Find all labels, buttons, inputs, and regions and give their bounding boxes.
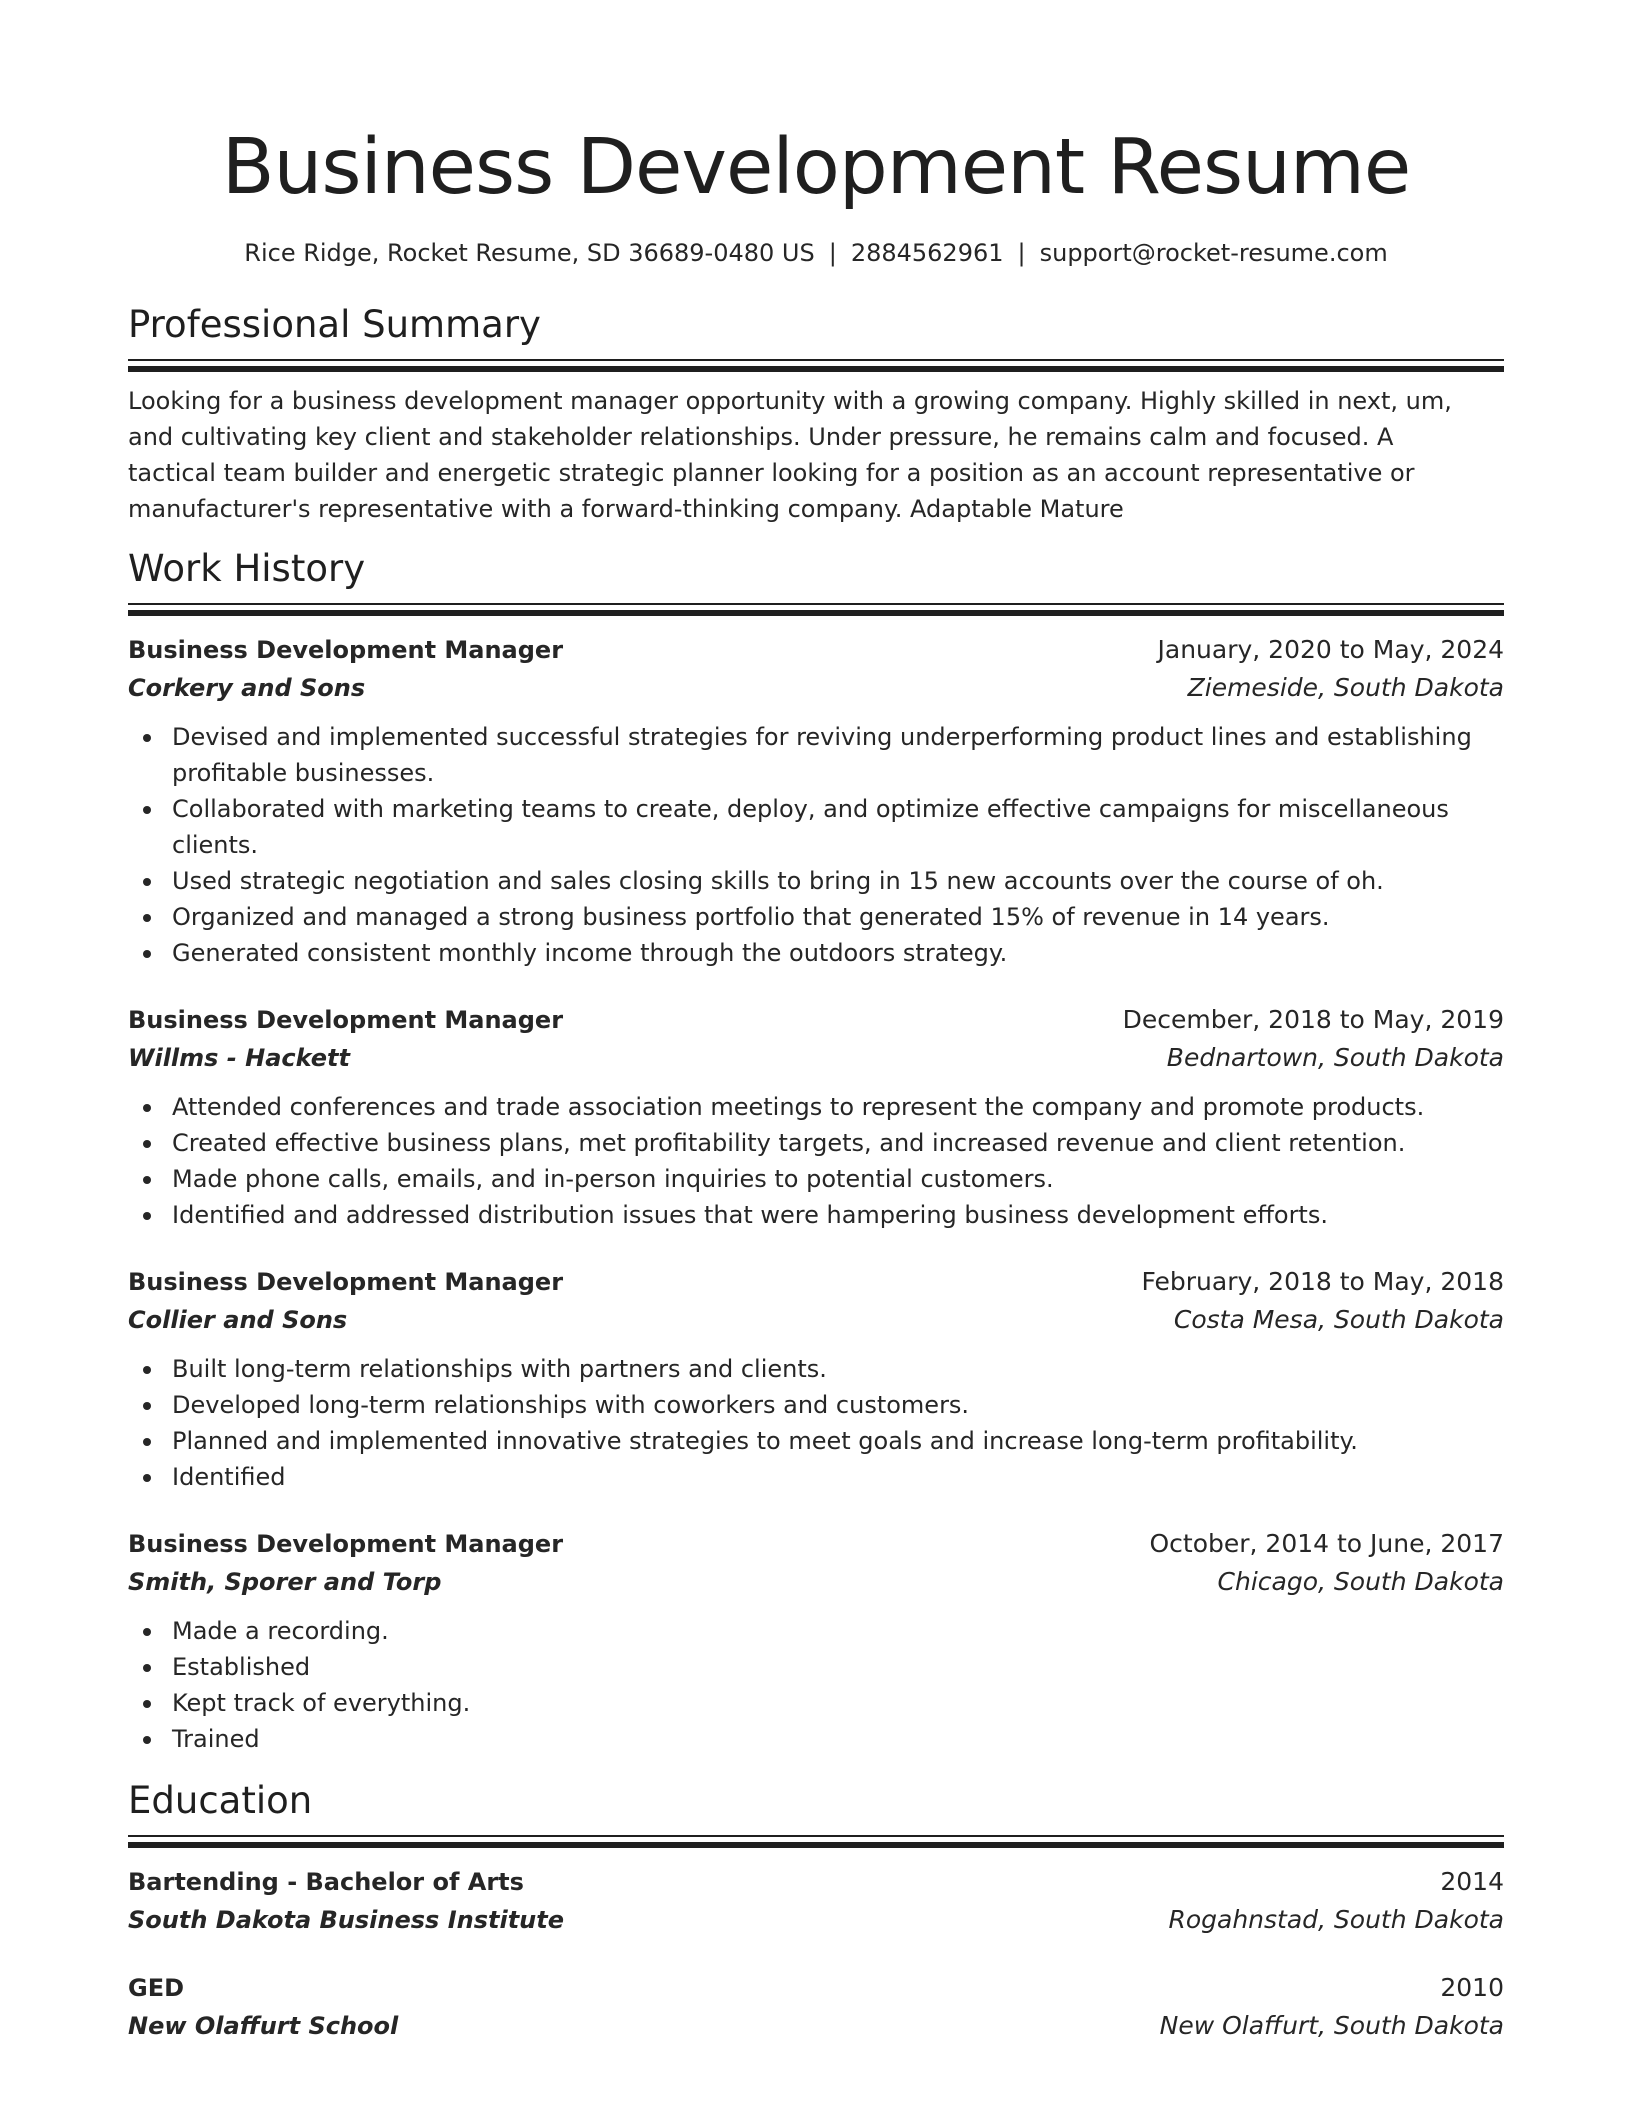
list-item: Made a recording.	[128, 1613, 1504, 1649]
job-title: Business Development Manager	[128, 636, 564, 664]
job-title: Business Development Manager	[128, 1006, 564, 1034]
list-item: Established	[128, 1649, 1504, 1685]
section-heading-education: Education	[128, 1779, 313, 1822]
education-location: New Olaffurt, South Dakota	[1159, 2011, 1504, 2040]
education-school: New Olaffurt School	[128, 2012, 399, 2040]
resume-title: Business Development Resume	[221, 123, 1411, 212]
work-history-section	[128, 547, 1504, 1757]
job-dates: October, 2014 to June, 2017	[1149, 1529, 1504, 1558]
education-section	[128, 1779, 1504, 2045]
job-header-row	[128, 1525, 1504, 1563]
job-company-row	[128, 1039, 1504, 1077]
contact-line	[128, 238, 1504, 268]
list-item: Built long-term relationships with partners and clients.	[128, 1351, 1504, 1387]
job-header-row	[128, 1263, 1504, 1301]
list-item: Kept track of everything.	[128, 1685, 1504, 1721]
job-bullets	[128, 719, 1504, 971]
list-item: Organized and managed a strong business portfolio that generated 15% of revenue in 14 years.	[128, 899, 1504, 935]
list-item: Developed long-term relationships with coworkers and customers.	[128, 1387, 1504, 1423]
job-header-row	[128, 631, 1504, 669]
job-bullets	[128, 1089, 1504, 1233]
summary-text: Looking for a business development manager opportunity with a growing company. Highly skilled in next, um, and cultivating key client and stakeholder relationships. Under pressure, he remains calm and focused. A tactical team builder and energetic strategic planner looking for a position as an account representative or manufacturer's representative with a forward-thinking company. Adaptable Mature	[128, 387, 1452, 523]
job-title: Business Development Manager	[128, 1530, 564, 1558]
summary-section	[128, 303, 1504, 527]
job-bullets	[128, 1613, 1504, 1757]
contact-separator: |	[1017, 239, 1026, 267]
education-school-row	[128, 1901, 1504, 1939]
contact-email: support@rocket-resume.com	[1039, 239, 1388, 267]
job-dates: January, 2020 to May, 2024	[1157, 635, 1504, 664]
job-company-row	[128, 1563, 1504, 1601]
job-header-row	[128, 1001, 1504, 1039]
job-location: Bednartown, South Dakota	[1166, 1043, 1504, 1072]
education-entry	[128, 1969, 1504, 2045]
list-item: Planned and implemented innovative strategies to meet goals and increase long-term profitability.	[128, 1423, 1504, 1459]
job-entry	[128, 1525, 1504, 1757]
list-item: Collaborated with marketing teams to create, deploy, and optimize effective campaigns for miscellaneous clients.	[128, 791, 1504, 863]
job-company: Corkery and Sons	[128, 674, 366, 702]
section-heading-work-history: Work History	[128, 547, 366, 590]
education-header-row	[128, 1863, 1504, 1901]
education-year: 2014	[1440, 1867, 1504, 1896]
job-bullets	[128, 1351, 1504, 1495]
list-item: Created effective business plans, met profitability targets, and increased revenue and client retention.	[128, 1125, 1504, 1161]
list-item: Devised and implemented successful strategies for reviving underperforming product lines and establishing profitable businesses.	[128, 719, 1504, 791]
section-divider	[128, 603, 1504, 613]
list-item: Attended conferences and trade association meetings to represent the company and promote products.	[128, 1089, 1504, 1125]
contact-address: Rice Ridge, Rocket Resume, SD 36689-0480 US	[244, 239, 815, 267]
job-company: Collier and Sons	[128, 1306, 348, 1334]
section-divider	[128, 359, 1504, 369]
section-heading-summary: Professional Summary	[128, 303, 541, 346]
job-entry	[128, 1001, 1504, 1233]
list-item: Generated consistent monthly income through the outdoors strategy.	[128, 935, 1504, 971]
job-location: Costa Mesa, South Dakota	[1173, 1305, 1504, 1334]
job-dates: December, 2018 to May, 2019	[1122, 1005, 1504, 1034]
list-item: Identified and addressed distribution issues that were hampering business development efforts.	[128, 1197, 1504, 1233]
list-item: Trained	[128, 1721, 1504, 1757]
education-degree: Bartending - Bachelor of Arts	[128, 1868, 524, 1896]
education-header-row	[128, 1969, 1504, 2007]
section-divider	[128, 1835, 1504, 1845]
job-company-row	[128, 1301, 1504, 1339]
education-school-row	[128, 2007, 1504, 2045]
job-company: Willms - Hackett	[128, 1044, 350, 1072]
education-year: 2010	[1440, 1973, 1504, 2002]
job-entry	[128, 1263, 1504, 1495]
education-degree: GED	[128, 1974, 185, 2002]
list-item: Used strategic negotiation and sales closing skills to bring in 15 new accounts over the course of oh.	[128, 863, 1504, 899]
job-company-row	[128, 669, 1504, 707]
education-entry	[128, 1863, 1504, 1939]
education-location: Rogahnstad, South Dakota	[1168, 1905, 1504, 1934]
job-entry	[128, 631, 1504, 971]
job-company: Smith, Sporer and Torp	[128, 1568, 442, 1596]
job-location: Ziemeside, South Dakota	[1187, 673, 1504, 702]
job-dates: February, 2018 to May, 2018	[1141, 1267, 1504, 1296]
education-school: South Dakota Business Institute	[128, 1906, 564, 1934]
list-item: Identified	[128, 1459, 1504, 1495]
contact-separator: |	[828, 239, 837, 267]
list-item: Made phone calls, emails, and in-person inquiries to potential customers.	[128, 1161, 1504, 1197]
contact-phone: 2884562961	[850, 239, 1004, 267]
job-location: Chicago, South Dakota	[1217, 1567, 1504, 1596]
job-title: Business Development Manager	[128, 1268, 564, 1296]
